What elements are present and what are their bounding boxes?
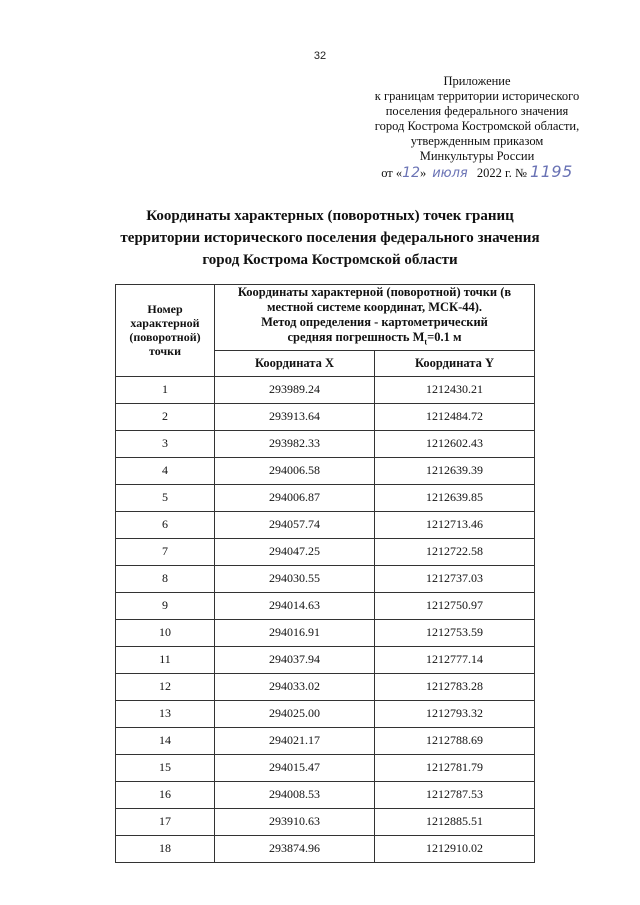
cell-coordinate-x: 293913.64 <box>215 403 375 430</box>
appendix-line: утвержденным приказом <box>410 134 544 148</box>
table-row <box>116 430 535 457</box>
table-row <box>116 727 535 754</box>
appendix-line: Приложение <box>443 74 511 88</box>
cell-point-number: 5 <box>116 484 215 511</box>
cell-coordinate-y: 1212639.85 <box>374 484 534 511</box>
page-number: 32 <box>313 50 327 62</box>
cell-coordinate-x: 294006.87 <box>215 484 375 511</box>
cell-coordinate-x: 294008.53 <box>215 781 375 808</box>
cell-coordinate-x: 294030.55 <box>215 565 375 592</box>
order-mid: » <box>419 166 427 180</box>
cell-coordinate-y: 1212787.53 <box>374 781 534 808</box>
title-line: Координаты характерных (поворотных) точек границ <box>146 208 514 224</box>
cell-point-number: 10 <box>116 619 215 646</box>
cell-coordinate-x: 293910.63 <box>215 808 375 835</box>
cell-coordinate-x: 294025.00 <box>215 700 375 727</box>
cell-coordinate-x: 294006.58 <box>215 457 375 484</box>
table-row <box>116 484 535 511</box>
cell-point-number: 2 <box>116 403 215 430</box>
appendix-line: Минкультуры России <box>419 149 535 163</box>
cell-coordinate-x: 293989.24 <box>215 376 375 403</box>
cell-point-number: 8 <box>116 565 215 592</box>
table-row <box>116 781 535 808</box>
appendix-line: город Кострома Костромской области, <box>374 119 580 133</box>
table-row <box>116 673 535 700</box>
cell-coordinate-y: 1212910.02 <box>374 835 534 862</box>
title-line: территории исторического поселения федерального значения <box>120 230 540 246</box>
cell-point-number: 1 <box>116 376 215 403</box>
header-y: Координата Y <box>374 350 534 376</box>
cell-coordinate-x: 294021.17 <box>215 727 375 754</box>
cell-point-number: 15 <box>116 754 215 781</box>
table-row <box>116 457 535 484</box>
cell-coordinate-x: 294047.25 <box>215 538 375 565</box>
header-x: Координата X <box>215 350 375 376</box>
header-desc-line: Метод определения - картометрический <box>261 315 488 329</box>
table-row <box>116 808 535 835</box>
cell-coordinate-y: 1212777.14 <box>374 646 534 673</box>
cell-point-number: 6 <box>116 511 215 538</box>
table-row <box>116 592 535 619</box>
table-row <box>116 376 535 403</box>
cell-point-number: 13 <box>116 700 215 727</box>
cell-coordinate-y: 1212639.39 <box>374 457 534 484</box>
cell-coordinate-x: 294015.47 <box>215 754 375 781</box>
appendix-line: к границам территории исторического <box>374 89 580 103</box>
cell-coordinate-y: 1212484.72 <box>374 403 534 430</box>
header-desc-line: средняя погрешность $M_t=0.1$ м <box>287 330 462 347</box>
order-day-handwritten: 12 <box>402 165 420 181</box>
cell-point-number: 12 <box>116 673 215 700</box>
order-year: 2022 г. № <box>476 166 527 180</box>
order-line <box>352 164 602 181</box>
cell-point-number: 7 <box>116 538 215 565</box>
cell-coordinate-y: 1212602.43 <box>374 430 534 457</box>
cell-coordinate-x: 294033.02 <box>215 673 375 700</box>
cell-coordinate-x: 293982.33 <box>215 430 375 457</box>
cell-coordinate-y: 1212885.51 <box>374 808 534 835</box>
document-title <box>80 205 580 271</box>
appendix-block <box>352 74 602 181</box>
table-row <box>116 619 535 646</box>
header-desc-line: Координаты характерной (поворотной) точки (в местной системе координат, МСК-44). <box>237 285 512 314</box>
table-row <box>116 538 535 565</box>
table-row <box>116 646 535 673</box>
cell-point-number: 9 <box>116 592 215 619</box>
order-month-handwritten: июля <box>432 166 468 181</box>
header-coordinates-description <box>215 285 535 351</box>
cell-coordinate-y: 1212713.46 <box>374 511 534 538</box>
cell-coordinate-x: 294037.94 <box>215 646 375 673</box>
coordinates-table <box>115 284 535 863</box>
title-line: город Кострома Костромской области <box>202 252 458 268</box>
table-row <box>116 403 535 430</box>
cell-point-number: 4 <box>116 457 215 484</box>
table-body <box>116 376 535 862</box>
order-number-handwritten: 1195 <box>530 162 573 181</box>
cell-coordinate-y: 1212793.32 <box>374 700 534 727</box>
cell-coordinate-y: 1212750.97 <box>374 592 534 619</box>
table-row <box>116 565 535 592</box>
cell-coordinate-y: 1212722.58 <box>374 538 534 565</box>
cell-point-number: 3 <box>116 430 215 457</box>
cell-coordinate-x: 294016.91 <box>215 619 375 646</box>
cell-coordinate-y: 1212753.59 <box>374 619 534 646</box>
cell-coordinate-x: 294014.63 <box>215 592 375 619</box>
cell-point-number: 18 <box>116 835 215 862</box>
cell-coordinate-y: 1212737.03 <box>374 565 534 592</box>
cell-coordinate-y: 1212788.69 <box>374 727 534 754</box>
header-point-number: Номер характерной (поворотной) точки <box>116 285 215 377</box>
cell-point-number: 16 <box>116 781 215 808</box>
cell-coordinate-x: 294057.74 <box>215 511 375 538</box>
cell-point-number: 17 <box>116 808 215 835</box>
table-row <box>116 700 535 727</box>
order-prefix: от « <box>381 166 403 180</box>
cell-coordinate-y: 1212783.28 <box>374 673 534 700</box>
table-row <box>116 511 535 538</box>
cell-coordinate-y: 1212781.79 <box>374 754 534 781</box>
appendix-line: поселения федерального значения <box>385 104 569 118</box>
table-row <box>116 754 535 781</box>
table-row <box>116 835 535 862</box>
cell-point-number: 14 <box>116 727 215 754</box>
cell-coordinate-x: 293874.96 <box>215 835 375 862</box>
cell-coordinate-y: 1212430.21 <box>374 376 534 403</box>
cell-point-number: 11 <box>116 646 215 673</box>
